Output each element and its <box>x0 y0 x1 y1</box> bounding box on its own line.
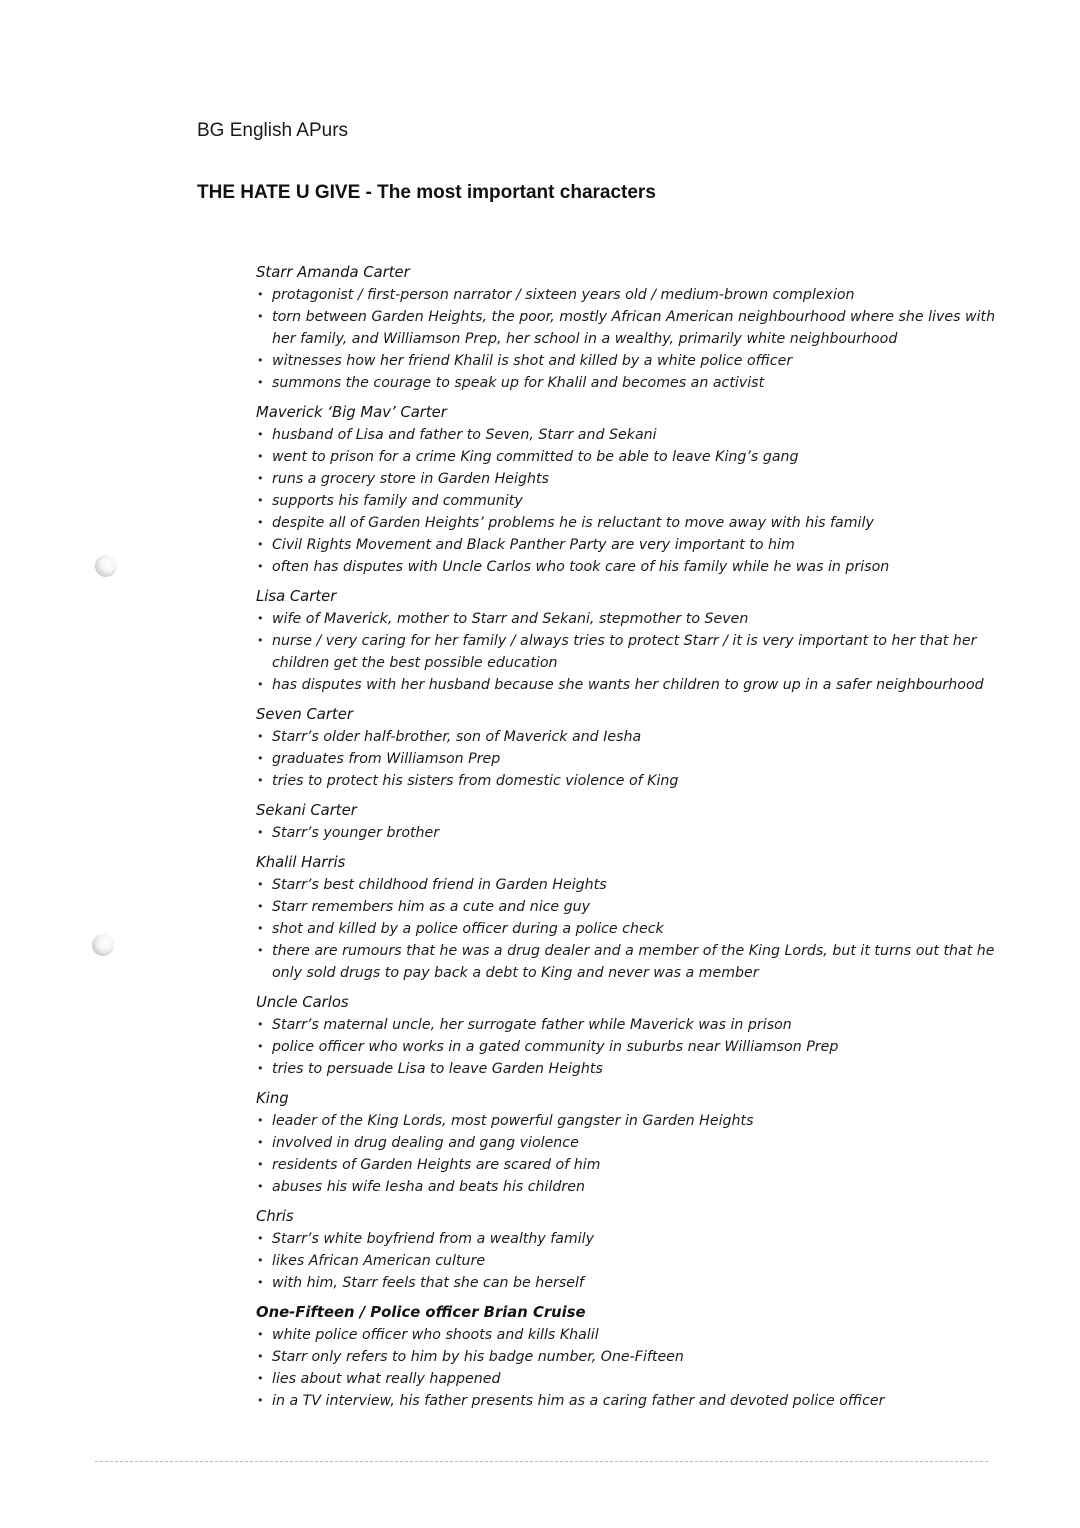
trait-item: • went to prison for a crime King committed to be able to leave King’s gang <box>256 446 1001 468</box>
trait-list <box>256 822 1001 844</box>
trait-item: • often has disputes with Uncle Carlos who took care of his family while he was in prison <box>256 556 1001 578</box>
trait-item: • there are rumours that he was a drug dealer and a member of the King Lords, but it turns out that he only sold drugs to pay back a debt to King and never was a member <box>256 940 1001 984</box>
trait-item: • involved in drug dealing and gang violence <box>256 1132 1001 1154</box>
trait-item: • abuses his wife Iesha and beats his children <box>256 1176 1001 1198</box>
trait-item: • supports his family and community <box>256 490 1001 512</box>
trait-item: • has disputes with her husband because she wants her children to grow up in a safer neighbourhood <box>256 674 1001 696</box>
trait-item: • lies about what really happened <box>256 1368 1001 1390</box>
character-section <box>256 586 1001 696</box>
trait-item: • leader of the King Lords, most powerful gangster in Garden Heights <box>256 1110 1001 1132</box>
trait-list <box>256 608 1001 696</box>
page-bottom-line <box>95 1461 988 1462</box>
trait-item: • with him, Starr feels that she can be herself <box>256 1272 1001 1294</box>
character-section <box>256 402 1001 578</box>
punch-hole <box>95 555 117 577</box>
character-section <box>256 1206 1001 1294</box>
document-title: THE HATE U GIVE - The most important characters <box>197 182 656 203</box>
trait-item: • white police officer who shoots and kills Khalil <box>256 1324 1001 1346</box>
character-name: Seven Carter <box>256 706 353 723</box>
trait-list <box>256 424 1001 578</box>
character-section <box>256 704 1001 792</box>
trait-item: • Starr remembers him as a cute and nice guy <box>256 896 1001 918</box>
trait-item: • police officer who works in a gated community in suburbs near Williamson Prep <box>256 1036 1001 1058</box>
trait-item: • Starr’s younger brother <box>256 822 1001 844</box>
trait-item: • husband of Lisa and father to Seven, Starr and Sekani <box>256 424 1001 446</box>
character-section <box>256 852 1001 984</box>
trait-item: • nurse / very caring for her family / always tries to protect Starr / it is very important to her that her children get the best possible education <box>256 630 1001 674</box>
trait-item: • residents of Garden Heights are scared of him <box>256 1154 1001 1176</box>
trait-item: • likes African American culture <box>256 1250 1001 1272</box>
trait-item: • protagonist / first-person narrator / sixteen years old / medium-brown complexion <box>256 284 1001 306</box>
trait-item: • despite all of Garden Heights’ problems he is reluctant to move away with his family <box>256 512 1001 534</box>
trait-list <box>256 726 1001 792</box>
trait-list <box>256 284 1001 394</box>
character-name: Lisa Carter <box>256 588 337 605</box>
character-section <box>256 992 1001 1080</box>
trait-item: • witnesses how her friend Khalil is shot and killed by a white police officer <box>256 350 1001 372</box>
character-name: Sekani Carter <box>256 802 357 819</box>
trait-item: • summons the courage to speak up for Khalil and becomes an activist <box>256 372 1001 394</box>
character-name: Starr Amanda Carter <box>256 264 410 281</box>
trait-item: • graduates from Williamson Prep <box>256 748 1001 770</box>
trait-list <box>256 874 1001 984</box>
character-list <box>256 262 1001 1420</box>
character-section <box>256 1302 1001 1412</box>
character-name: Maverick ‘Big Mav’ Carter <box>256 404 447 421</box>
character-name: King <box>256 1090 289 1107</box>
character-name: Chris <box>256 1208 294 1225</box>
trait-list <box>256 1228 1001 1294</box>
character-name: One-Fifteen / Police officer Brian Cruise <box>256 1304 586 1321</box>
character-section <box>256 1088 1001 1198</box>
course-label: BG English APurs <box>197 120 349 141</box>
punch-hole <box>92 934 114 956</box>
character-name: Khalil Harris <box>256 854 346 871</box>
trait-item: • wife of Maverick, mother to Starr and Sekani, stepmother to Seven <box>256 608 1001 630</box>
trait-item: • Starr only refers to him by his badge number, One-Fifteen <box>256 1346 1001 1368</box>
character-name: Uncle Carlos <box>256 994 349 1011</box>
trait-list <box>256 1324 1001 1412</box>
trait-item: • runs a grocery store in Garden Heights <box>256 468 1001 490</box>
trait-item: • Starr’s maternal uncle, her surrogate father while Maverick was in prison <box>256 1014 1001 1036</box>
trait-item: • in a TV interview, his father presents him as a caring father and devoted police officer <box>256 1390 1001 1412</box>
trait-list <box>256 1110 1001 1198</box>
trait-item: • Starr’s older half-brother, son of Maverick and Iesha <box>256 726 1001 748</box>
trait-item: • Civil Rights Movement and Black Panther Party are very important to him <box>256 534 1001 556</box>
trait-item: • Starr’s white boyfriend from a wealthy family <box>256 1228 1001 1250</box>
trait-item: • tries to protect his sisters from domestic violence of King <box>256 770 1001 792</box>
character-section <box>256 800 1001 844</box>
trait-list <box>256 1014 1001 1080</box>
trait-item: • torn between Garden Heights, the poor, mostly African American neighbourhood where she lives with her family, and Williamson Prep, her school in a wealthy, primarily white neighbourhood <box>256 306 1001 350</box>
trait-item: • Starr’s best childhood friend in Garden Heights <box>256 874 1001 896</box>
trait-item: • tries to persuade Lisa to leave Garden Heights <box>256 1058 1001 1080</box>
trait-item: • shot and killed by a police officer during a police check <box>256 918 1001 940</box>
character-section <box>256 262 1001 394</box>
